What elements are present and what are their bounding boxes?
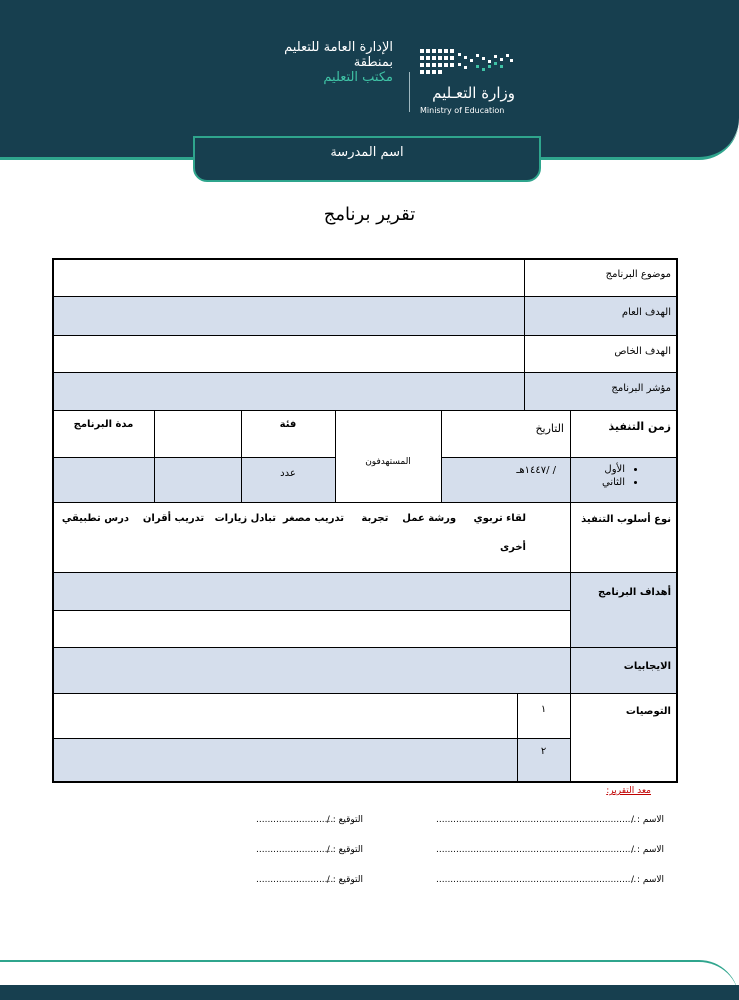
row-divider	[53, 572, 677, 573]
row-divider	[53, 647, 677, 648]
indicator-label: مؤشر البرنامج	[611, 383, 671, 394]
sig-sign-dots-3[interactable]: ...........................	[256, 875, 334, 885]
general-goal-label: الهدف العام	[621, 307, 671, 318]
row-divider	[53, 457, 335, 458]
date-label: التاريخ	[535, 422, 564, 435]
row-divider	[53, 738, 570, 739]
exec-style-label: نوع أسلوب التنفيذ	[581, 514, 671, 525]
recommendation-num-2: ٢	[540, 746, 547, 757]
sig-name-label-3: الاسم : /	[631, 875, 664, 885]
count-label: عدد	[280, 468, 296, 479]
exec-time-options	[570, 463, 677, 489]
row-divider	[53, 372, 677, 373]
sig-name-dots-1[interactable]: ......................................................................	[436, 815, 637, 825]
recommendation-num-1: ١	[540, 704, 547, 715]
sig-sign-label-3: التوقيع : /	[326, 875, 363, 885]
report-title: تقرير برنامج	[323, 204, 416, 225]
admin-line-3: مكتب التعليم	[323, 70, 393, 85]
program-goals-field-2[interactable]	[53, 611, 570, 647]
topic-label: موضوع البرنامج	[605, 269, 671, 280]
topic-field[interactable]	[53, 259, 524, 296]
admin-line-1: الإدارة العامة للتعليم	[284, 40, 393, 55]
header-divider	[409, 72, 410, 112]
sig-sign-dots-1[interactable]: ...........................	[256, 815, 334, 825]
row-divider	[53, 296, 677, 297]
date-value[interactable]: / /١٤٤٧هـ	[516, 465, 556, 476]
ministry-logo-icon	[420, 45, 515, 81]
category-field[interactable]	[154, 411, 241, 457]
sig-sign-label-1: التوقيع : /	[326, 815, 363, 825]
specific-goal-label: الهدف الخاص	[614, 346, 671, 357]
prepared-by-label: معد التقرير:	[606, 786, 651, 796]
exec-style-options[interactable]: لقاء تربوي ورشة عمل تجربة تدريب مصغر تبادل زيارات تدريب أقران درس تطبيقي	[61, 513, 526, 524]
sig-name-label-1: الاسم : /	[631, 815, 664, 825]
duration-label: مدة البرنامج	[73, 419, 134, 430]
exec-time-label: زمن التنفيذ	[608, 420, 671, 433]
row-divider	[441, 457, 677, 458]
row-divider	[53, 410, 677, 411]
school-name-box[interactable]: اسم المدرسة	[193, 136, 541, 182]
specific-goal-field[interactable]	[53, 336, 524, 372]
admin-line-2: بمنطقة	[353, 55, 393, 70]
program-goals-label: أهداف البرنامج	[597, 587, 671, 598]
recommendation-field-1[interactable]	[53, 694, 517, 738]
footer-banner	[0, 985, 739, 1000]
ministry-name-english: Ministry of Education	[420, 106, 505, 115]
sig-sign-dots-2[interactable]: ...........................	[256, 845, 334, 855]
row-divider	[53, 502, 677, 503]
target-label: المستهدفون	[365, 457, 411, 467]
sig-name-dots-2[interactable]: ......................................................................	[436, 845, 637, 855]
sig-sign-label-2: التوقيع : /	[326, 845, 363, 855]
positives-label: الايجابيات	[623, 661, 671, 672]
exec-option-second[interactable]: • الثاني	[570, 476, 625, 489]
exec-option-first[interactable]: • الأول	[570, 463, 625, 476]
sig-name-dots-3[interactable]: ......................................................................	[436, 875, 637, 885]
recommendations-label: التوصيات	[625, 706, 671, 717]
exec-style-other[interactable]: أخرى	[499, 542, 526, 553]
category-label: فئة	[279, 419, 297, 430]
sig-name-label-2: الاسم : /	[631, 845, 664, 855]
ministry-name-arabic: وزارة التعـليم	[432, 84, 515, 102]
